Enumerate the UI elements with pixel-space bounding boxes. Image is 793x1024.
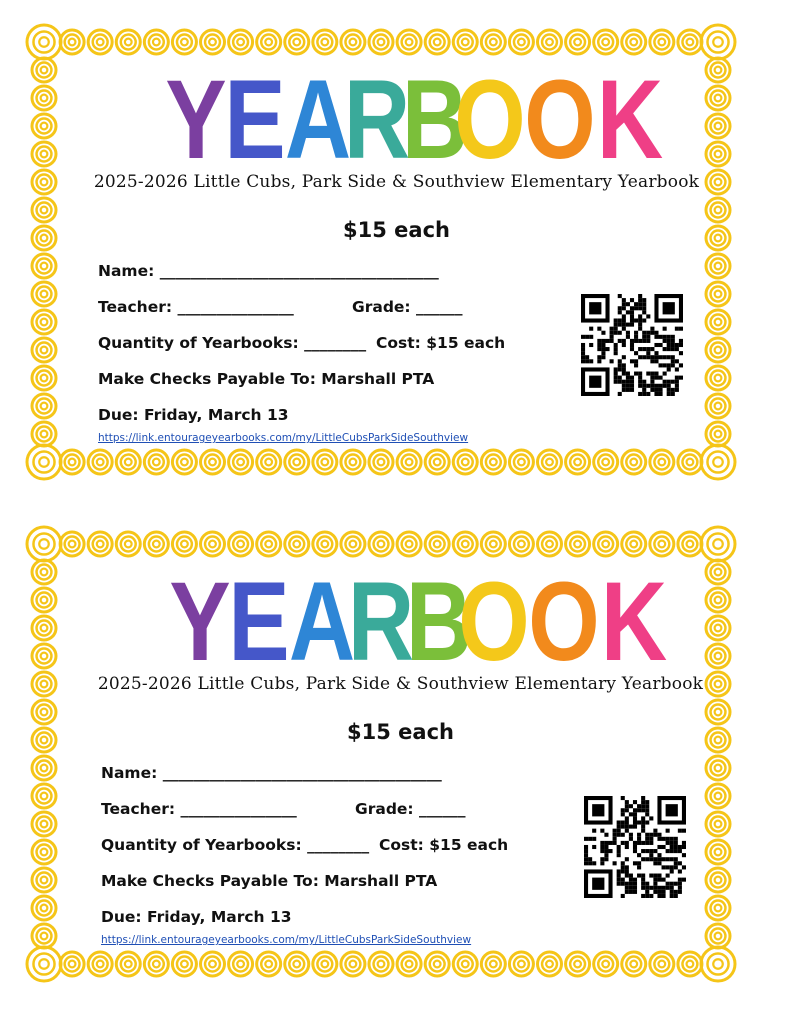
price-label: $15 each — [347, 720, 454, 744]
name-field-line: Name: ____________________________________ — [98, 262, 439, 280]
title-letter: B — [401, 56, 469, 183]
title-letter: Y — [169, 558, 231, 685]
title-letter: A — [288, 558, 356, 685]
due-date-line: Due: Friday, March 13 — [101, 908, 292, 926]
title-letter: O — [528, 558, 600, 685]
title-letter: B — [405, 558, 473, 685]
cost-label: Cost: $15 each — [376, 334, 506, 352]
yearbook-title — [0, 0, 793, 500]
quantity-field-line: Quantity of Yearbooks: ________ — [101, 836, 370, 854]
cost-label: Cost: $15 each — [379, 836, 509, 854]
grade-field-line: Grade: ______ — [355, 800, 466, 818]
order-link[interactable]: https://link.entourageyearbooks.com/my/LittleCubsParkSideSouthview — [98, 432, 469, 444]
title-letter: A — [284, 56, 352, 183]
title-letter: O — [524, 56, 596, 183]
yearbook-subtitle: 2025-2026 Little Cubs, Park Side & Southview Elementary Yearbook — [97, 674, 704, 694]
title-letter: Y — [165, 56, 227, 183]
qr-code-icon — [584, 796, 686, 898]
title-letter: K — [596, 56, 664, 183]
yearbook-flyer-1 — [0, 0, 793, 500]
price-label: $15 each — [343, 218, 450, 242]
yearbook-title — [0, 502, 793, 1002]
quantity-field-line: Quantity of Yearbooks: ________ — [98, 334, 367, 352]
qr-code-icon — [581, 294, 683, 396]
title-letter: K — [600, 558, 668, 685]
title-letter: E — [228, 558, 290, 685]
title-letter: E — [224, 56, 286, 183]
checks-payable-line: Make Checks Payable To: Marshall PTA — [98, 370, 435, 388]
due-date-line: Due: Friday, March 13 — [98, 406, 289, 424]
checks-payable-line: Make Checks Payable To: Marshall PTA — [101, 872, 438, 890]
yearbook-flyer-2 — [0, 502, 793, 1002]
name-field-line: Name: ____________________________________ — [101, 764, 442, 782]
title-letter: O — [458, 558, 530, 685]
title-letter: O — [454, 56, 526, 183]
order-link[interactable]: https://link.entourageyearbooks.com/my/LittleCubsParkSideSouthview — [101, 934, 472, 946]
teacher-field-line: Teacher: _______________ — [101, 800, 297, 818]
title-letter: R — [347, 558, 415, 685]
title-letter: R — [343, 56, 411, 183]
grade-field-line: Grade: ______ — [352, 298, 463, 316]
yearbook-subtitle: 2025-2026 Little Cubs, Park Side & Southview Elementary Yearbook — [93, 172, 700, 192]
teacher-field-line: Teacher: _______________ — [98, 298, 294, 316]
